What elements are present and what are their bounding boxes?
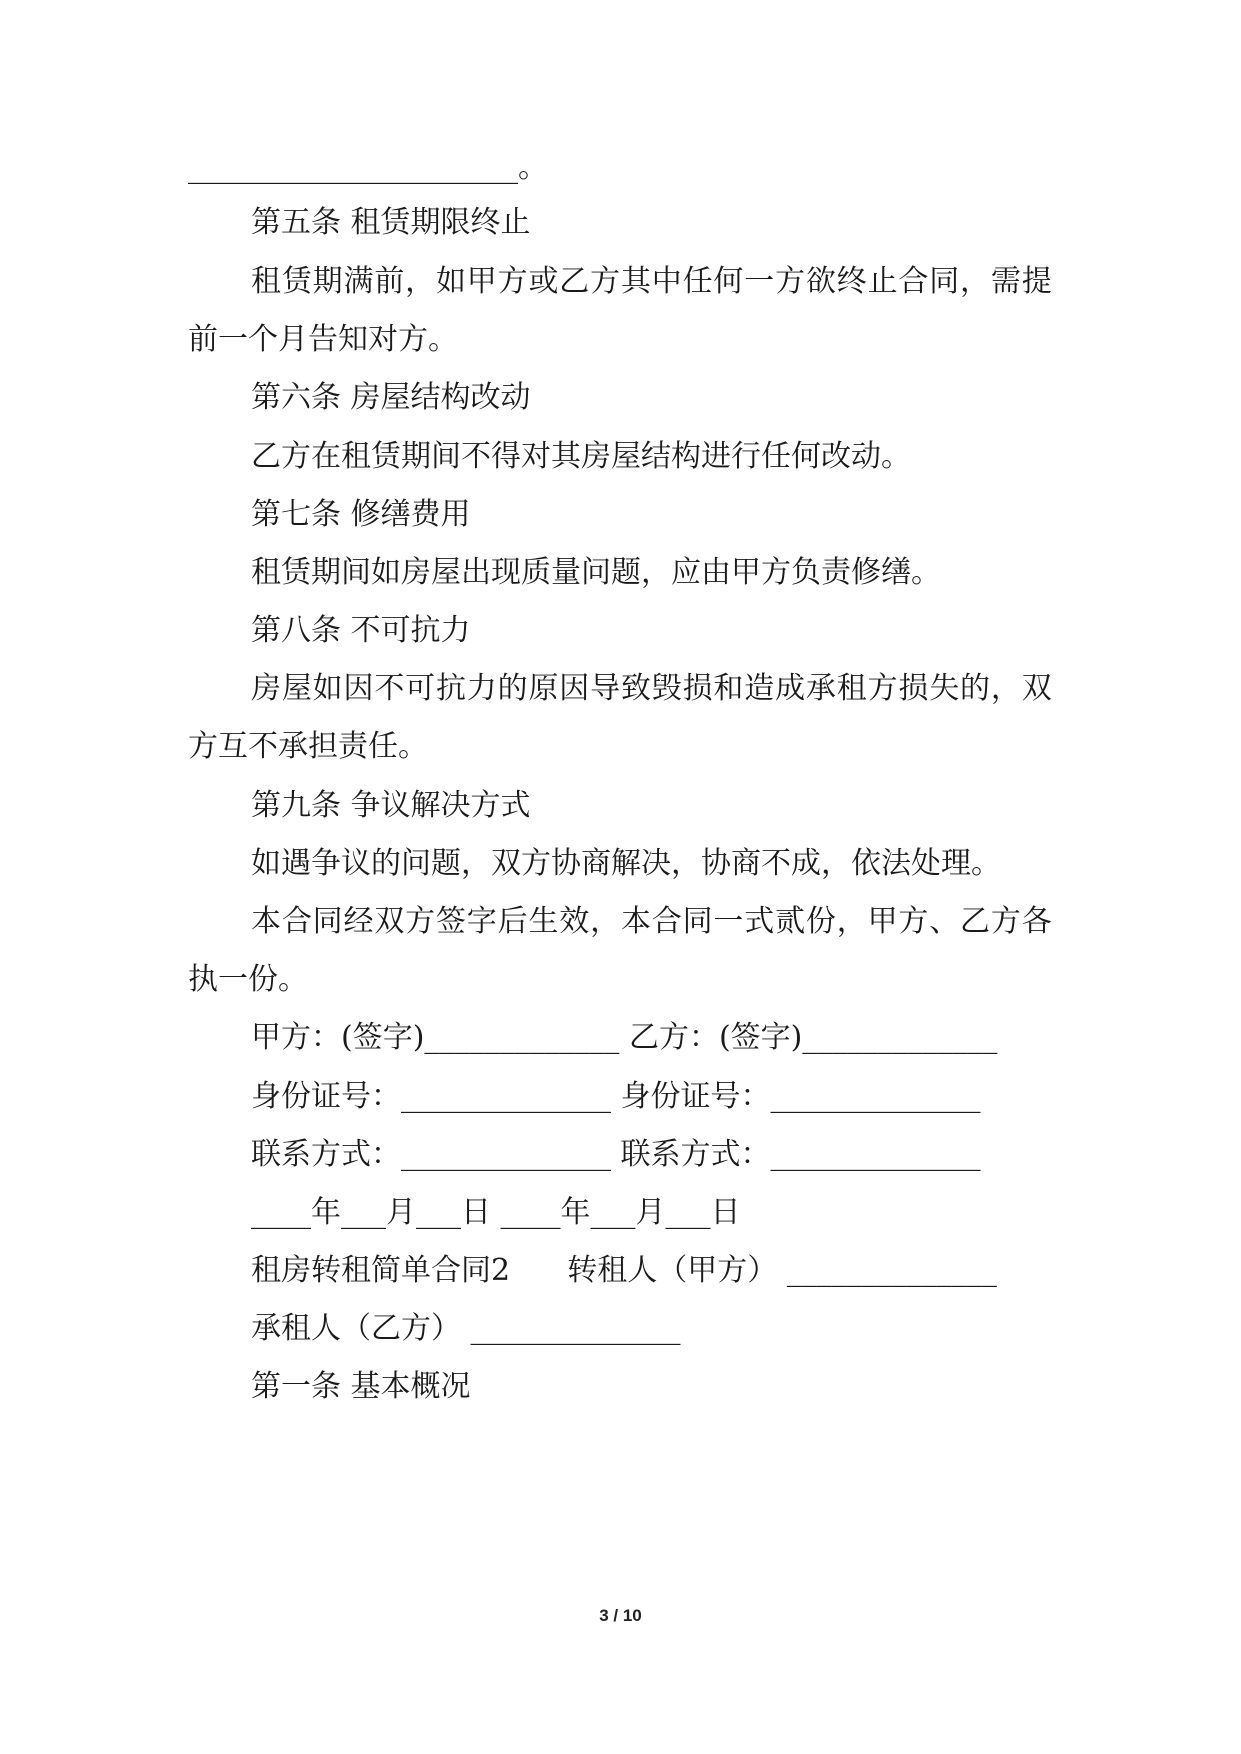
article-5-heading: 第五条 租赁期限终止 bbox=[251, 205, 531, 240]
article-5-text-line-2: 前一个月告知对方。 bbox=[188, 322, 458, 357]
signature-line: 甲方：(签字)_____________ 乙方：(签字)_____________ bbox=[251, 1020, 998, 1055]
article-6-text: 乙方在租赁期间不得对其房屋结构进行任何改动。 bbox=[251, 439, 911, 474]
blank-line-continuation: ______________________。 bbox=[188, 150, 548, 185]
date-line: ____年___月___日 ____年___月___日 bbox=[251, 1195, 741, 1230]
effect-clause-line-1: 本 合 同 经 双 方 签 字 后 生 效 ， 本 合 同 一 式 贰 份 ， 甲 方 、 乙 方 各 bbox=[251, 904, 1052, 939]
article-9-text: 如遇争议的问题，双方协商解决，协商不成，依法处理。 bbox=[251, 846, 1001, 881]
article-7-heading: 第七条 修缮费用 bbox=[251, 497, 471, 532]
article-8-text-line-2: 方互不承担责任。 bbox=[188, 729, 428, 764]
article-5-text-line-1: 租 赁 期 满 前 ， 如 甲 方 或 乙 方 其 中 任 何 一 方 欲 终 止 合 同 ， 需 提 bbox=[251, 264, 1052, 299]
article-6-heading: 第六条 房屋结构改动 bbox=[251, 380, 531, 415]
lessee-line: 承租人（乙方） ______________ bbox=[251, 1311, 681, 1346]
article-8-text-line-1: 房 屋 如 因 不 可 抗 力 的 原 因 导 致 毁 损 和 造 成 承 租 方 损 失 的 ， 双 bbox=[251, 671, 1052, 706]
article-9-heading: 第九条 争议解决方式 bbox=[251, 788, 531, 823]
article-8-heading: 第八条 不可抗力 bbox=[251, 613, 471, 648]
article-1-heading: 第一条 基本概况 bbox=[251, 1369, 471, 1404]
effect-clause-line-2: 执一份。 bbox=[188, 962, 308, 997]
article-7-text: 租赁期间如房屋出现质量问题，应由甲方负责修缮。 bbox=[251, 555, 941, 590]
page-number: 3 / 10 bbox=[599, 1606, 642, 1625]
contract-2-title-line: 租房转租简单合同2 转租人（甲方） ______________ bbox=[251, 1253, 997, 1288]
contact-line: 联系方式：______________ 联系方式：______________ bbox=[251, 1137, 981, 1172]
id-number-line: 身份证号：______________ 身份证号：______________ bbox=[251, 1079, 981, 1114]
